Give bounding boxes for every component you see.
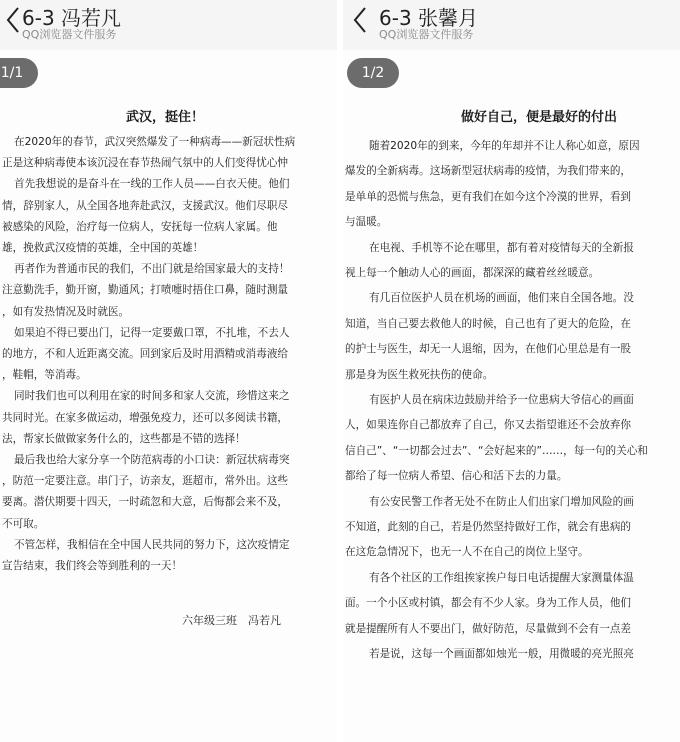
document-text-line: 情，辞别家人，从全国各地奔赴武汉，支援武汉。他们尽职尽 xyxy=(2,199,289,212)
left-document-viewer xyxy=(0,0,337,742)
right-header-title: 6-3 张馨月 xyxy=(379,6,479,30)
document-text-line: 若是说，这每一个画面都如烛光一般，用微暖的亮光照亮 xyxy=(369,648,634,660)
document-text-line: 宣告结束，我们终会等到胜利的一天！ xyxy=(2,560,183,572)
document-text-line: 就是提醒所有人不要出门，做好防范，尽量做到不会有一点差 xyxy=(345,622,632,635)
back-arrow-icon[interactable] xyxy=(353,6,367,34)
document-text-line: 是单单的恐慌与焦急，更有我们在如今这个冷漠的世界，看到 xyxy=(345,190,632,203)
left-signature: 六年级三班 冯若凡 xyxy=(182,614,281,627)
document-text-line: 信自己”、“一切都会过去”、“会好起来的”……，每一句的关心和 xyxy=(345,444,648,457)
document-text-line: 注意勤洗手，勤开窗，勤通风；打喷嚏时捂住口鼻，随时测量 xyxy=(2,284,289,297)
document-text-line: 知道，当自己要去救他人的时候，自己也有了更大的危险，在 xyxy=(345,317,632,330)
left-header-title: 6-3 冯若凡 xyxy=(22,6,122,30)
document-text-line: 面。一个小区或村镇，都会有不少人家。身为工作人员，他们 xyxy=(345,597,632,610)
document-text-line: 与温暖。 xyxy=(345,216,388,229)
document-text-line: 雄，挽救武汉疫情的英雄，全中国的英雄！ xyxy=(2,242,204,254)
document-text-line: 有各个社区的工作组挨家挨户每日电话提醒大家测量体温 xyxy=(369,571,634,584)
document-text-line: 在2020年的春节，武汉突然爆发了一种病毒——新冠状性病 xyxy=(14,136,296,148)
document-text-line: 的地方，不和人近距离交流。回到家后及时用酒精或消毒液给 xyxy=(2,348,289,360)
right-document-viewer xyxy=(343,0,680,742)
left-document-title: 武汉，挺住！ xyxy=(126,110,205,125)
document-text-line: ，鞋帽，等消毒。 xyxy=(2,369,87,382)
document-text-line: 人，如果连你自己都放弃了自己，你又去指望谁还不会放弃你 xyxy=(345,419,632,432)
document-text-line: 不知道，此刻的自己，若是仍然坚持做好工作，就会有患病的 xyxy=(345,521,632,533)
document-text-line: 如果迫不得已要出门，记得一定要戴口罩，不扎堆，不去人 xyxy=(14,326,290,339)
document-text-line: 正是这种病毒使本该沉浸在春节热闹气氛中的人们变得忧心忡 xyxy=(2,157,289,170)
document-text-line: 的护士与医生，却无一人退缩，因为，在他们心里总是有一股 xyxy=(345,343,632,356)
document-text-line: 随着2020年的到来，今年的年却并不让人称心如意，原因 xyxy=(369,140,640,152)
right-document-page xyxy=(343,92,680,742)
document-text-line: 那是身为医生救死扶伤的使命。 xyxy=(345,368,494,381)
document-text-line: 在电视、手机等不论在哪里，都有着对疫情每天的全新报 xyxy=(369,241,634,254)
document-text-line: 再者作为普通市民的我们，不出门就是给国家最大的支持！ xyxy=(14,263,290,276)
left-header-subtitle: QQ浏览器文件服务 xyxy=(22,28,117,41)
document-text-line: 共同时光。在家多做运动，增强免疫力，还可以多阅读书籍， xyxy=(2,411,289,424)
document-text-line: 首先我想说的是奋斗在一线的工作人员——白衣天使。他们 xyxy=(14,178,290,191)
document-text-line: 视上每一个触动人心的画面，都深深的藏着丝丝暖意。 xyxy=(345,267,600,279)
right-header-bar xyxy=(343,0,680,50)
document-text-line: 要离。潜伏期要十四天，一时疏忽和大意，后悔都会来不及， xyxy=(2,496,289,509)
document-text-line: 法，帮家长做做家务什么的，这些都是不错的选择！ xyxy=(2,432,246,445)
document-text-line: 不可取。 xyxy=(2,517,45,530)
right-header-subtitle: QQ浏览器文件服务 xyxy=(379,28,474,41)
right-document-title: 做好自己，便是最好的付出 xyxy=(461,110,618,125)
document-text-line: 最后我也给大家分享一个防范病毒的小口诀：新冠状病毒突 xyxy=(14,454,290,466)
left-header-bar xyxy=(0,0,337,50)
document-text-line: 有医护人员在病床边鼓励并给予一位患病大爷信心的画面 xyxy=(369,394,634,406)
document-text-line: 同时我们也可以利用在家的时间多和家人交流，珍惜这来之 xyxy=(14,390,290,403)
document-text-line: 都给了每一位病人希望、信心和活下去的力量。 xyxy=(345,470,568,483)
document-text-line: 不管怎样，我相信在全中国人民共同的努力下，这次疫情定 xyxy=(14,538,290,551)
document-text-line: ，防范一定要注意。串门子，访亲友，逛超市，常外出。这些 xyxy=(2,475,289,488)
left-document-page xyxy=(0,92,337,742)
back-arrow-icon[interactable] xyxy=(6,6,20,34)
document-text-line: ，如有发热情况及时就医。 xyxy=(2,305,130,318)
document-text-line: 被感染的风险，治疗每一位病人，安抚每一位病人家属。他 xyxy=(2,220,278,233)
left-page-indicator: 1/1 xyxy=(0,58,38,88)
document-text-line: 有公安民警工作者无处不在防止人们出家门增加风险的画 xyxy=(369,495,634,508)
right-page-indicator: 1/2 xyxy=(347,58,399,88)
document-text-line: 爆发的全新病毒。这场新型冠状病毒的疫情，为我们带来的， xyxy=(345,165,632,178)
document-text-line: 在这危急情况下，也无一人不在自己的岗位上坚守。 xyxy=(345,546,589,559)
document-text-line: 有几百位医护人员在机场的画面，他们来自全国各地。没 xyxy=(369,292,634,305)
